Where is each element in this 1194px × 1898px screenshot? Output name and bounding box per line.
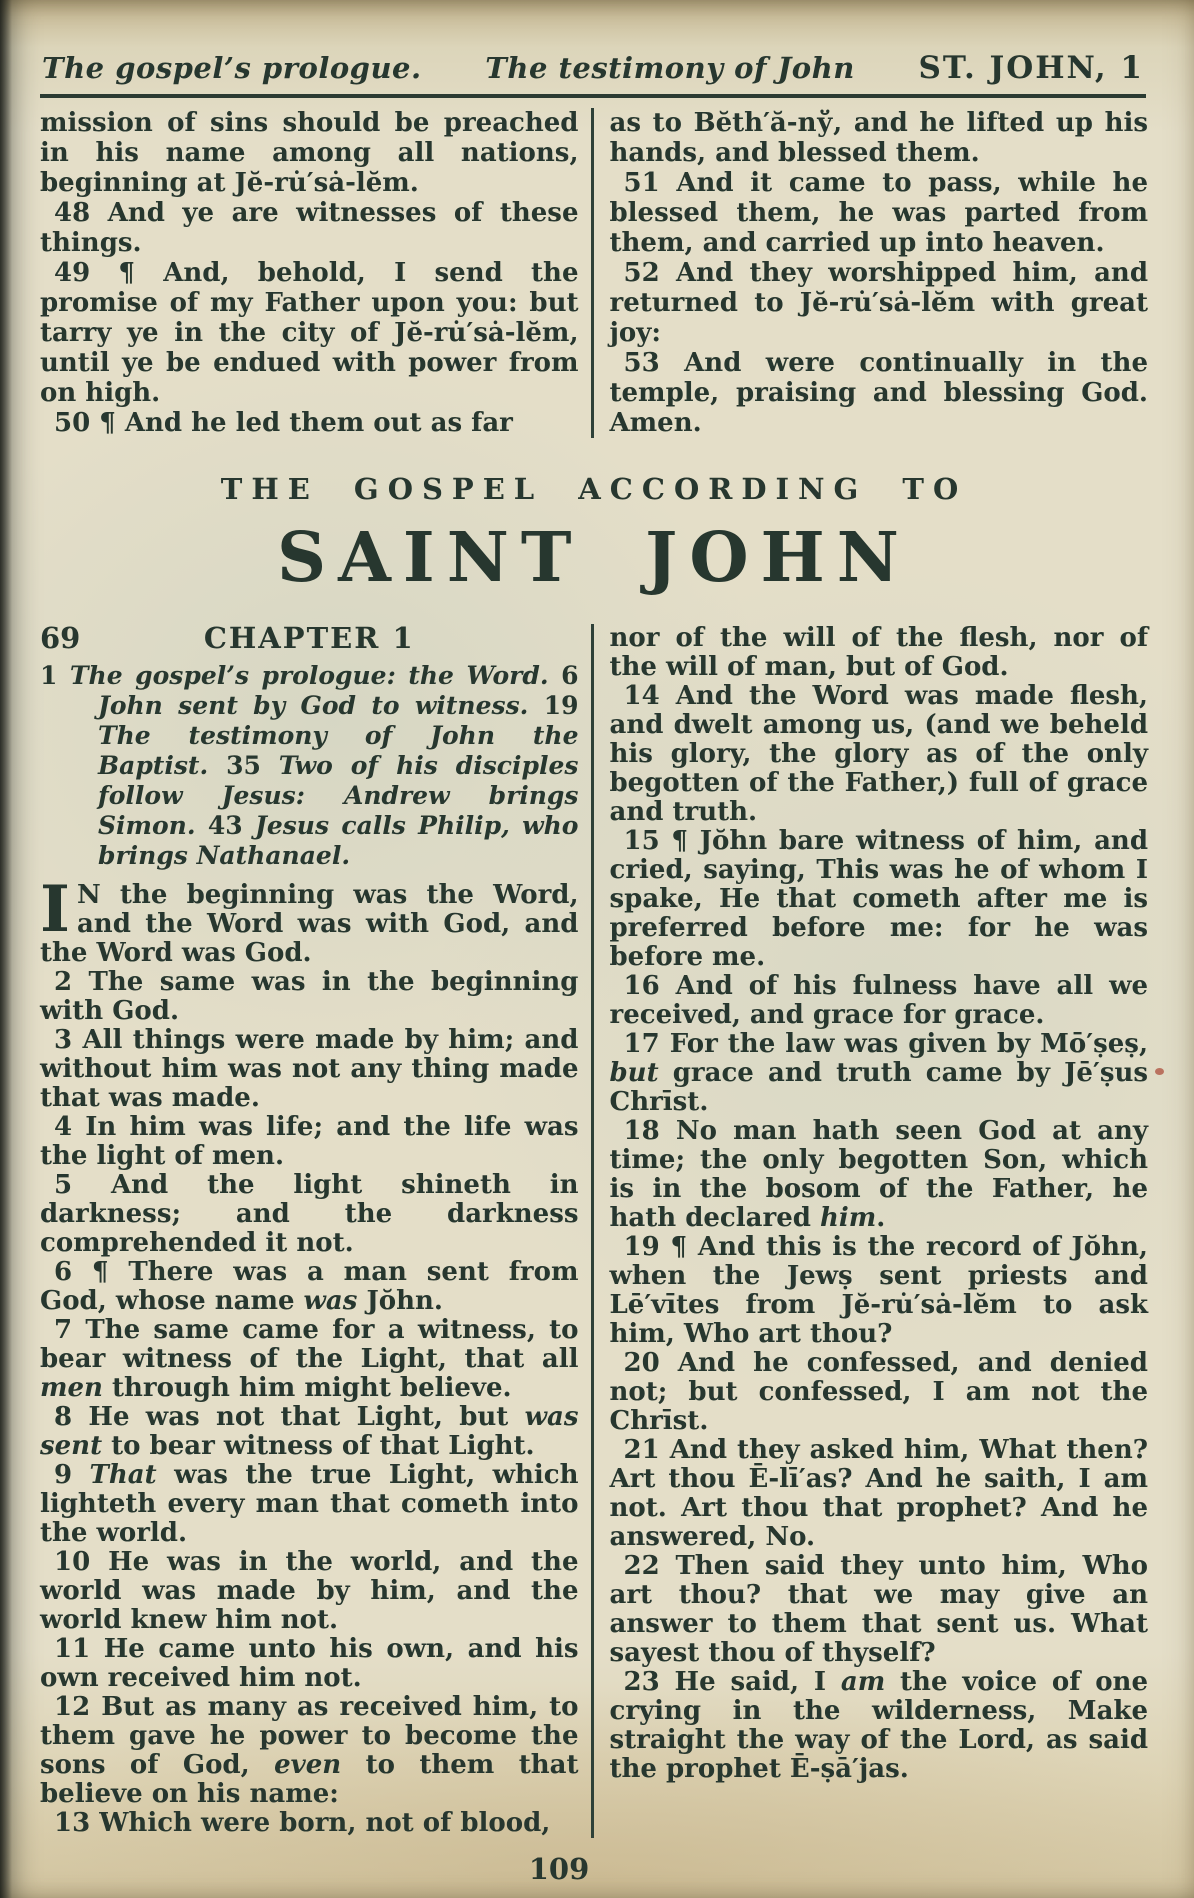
verse-paragraph: 23 He said, I am the voice of one crying in the wilderness, Make straight the way of the Lord, as said the prophet Ē-ṣā′jas. (609, 1667, 1148, 1784)
running-head-left: The gospel’s prologue. (42, 51, 422, 85)
verse-paragraph: 3 All things were made by him; and without him was not any thing made that was made. (40, 1025, 579, 1113)
running-header (40, 46, 1148, 94)
chapter-summary (40, 661, 579, 871)
verse-paragraph: 11 He came unto his own, and his own received him not. (40, 1634, 579, 1693)
running-head-book-reference: ST. JOHN, 1 (918, 50, 1144, 86)
verse-paragraph: 53 And were continually in the temple, praising and blessing God. Amen. (609, 348, 1148, 438)
verse-paragraph: 20 And he confessed, and denied not; but confessed, I am not the Chrīst. (609, 1348, 1148, 1436)
ink-speck (1155, 1068, 1164, 1075)
verse-text: N the beginning was the Word, and the Word was with God, and the Word was God. (40, 880, 579, 968)
verse-paragraph (40, 872, 579, 968)
verse-list (610, 168, 1149, 438)
verse-list (40, 968, 579, 1838)
book-title-kicker: THE GOSPEL ACCORDING TO (220, 472, 968, 506)
verse-paragraph: 13 Which were born, not of blood, (54, 1808, 551, 1838)
john-left-column (40, 621, 591, 1838)
chapter-heading: CHAPTER 1 (203, 621, 415, 655)
verse-paragraph: 12 But as many as received him, to them gave he power to become the sons of God, even to them that believe on his name: (40, 1692, 579, 1809)
verse-continuation: mission of sins should be preached in his name among all nations, beginning at Jĕ-ru̇′sȧ-lĕm. (40, 108, 579, 198)
verse-paragraph: 21 And they asked him, What then? Art thou Ē-lī′as? And he saith, I am not. Art thou that prophet? And he answered, No. (609, 1435, 1148, 1552)
luke-left-column (40, 108, 591, 438)
summary-verse-ref: 1 (40, 661, 58, 690)
verse-paragraph: 14 And the Word was made flesh, and dwelt among us, (and we beheld his glory, the glory as of the only begotten of the Father,) full of grace and truth. (609, 681, 1148, 827)
verse-paragraph: 48 And ye are witnesses of these things. (40, 198, 579, 258)
luke-ending-section (40, 98, 1148, 438)
verse-list (40, 198, 579, 438)
chapter-heading-row (40, 621, 579, 655)
verse-paragraph: 50 ¶ And he led them out as far (54, 408, 513, 438)
verse-paragraph: 9 That was the true Light, which lighteth every man that cometh into the world. (40, 1460, 579, 1548)
verse-paragraph: 7 The same came for a witness, to bear witness of the Light, that all men through him might believe. (40, 1315, 579, 1403)
verse-paragraph: 5 And the light shineth in darkness; and the darkness comprehended it not. (40, 1170, 579, 1258)
luke-right-column (594, 108, 1149, 438)
verse-paragraph: 10 He was in the world, and the world was made by him, and the world knew him not. (40, 1547, 579, 1635)
verse-paragraph: 2 The same was in the beginning with God. (40, 967, 579, 1026)
running-head-center: The testimony of John (485, 51, 855, 85)
page-number: 109 (528, 1852, 590, 1886)
verse-continuation: as to Bĕth′ă-nў, and he lifted up his hands, and blessed them. (609, 108, 1148, 168)
verse-paragraph: 15 ¶ Jŏhn bare witness of him, and cried, saying, This was he of whom I spake, He that cometh after me is preferred before me: for he was before me. (609, 826, 1148, 972)
verse-paragraph: 18 No man hath seen God at any time; the only begotten Son, which is in the bosom of the Father, he hath declared him. (609, 1116, 1148, 1233)
book-title-block (40, 472, 1148, 598)
verse-continuation: nor of the will of the flesh, nor of the will of man, but of God. (609, 623, 1148, 682)
section-margin-number: 69 (40, 621, 81, 655)
verse-paragraph: 49 ¶ And, behold, I send the promise of my Father upon you: but tarry ye in the city of Jĕ-ru̇′sȧ-lĕm, until ye be endued with power from on high. (40, 258, 579, 408)
verse-paragraph: 17 For the law was given by Mō′ṣeṣ, but grace and truth came by Jē′ṣus Chrīst. (609, 1029, 1148, 1117)
verse-paragraph: 51 And it came to pass, while he blessed them, he was parted from them, and carried up into heaven. (609, 168, 1148, 258)
summary-text: The gospel’s prologue: the Word. 6 John sent by God to witness. 19 The testimony of John the Baptist. 35 Two of his disciples follow Jesus: Andrew brings Simon. 43 Jesus calls Philip, who brings Nathanael. (69, 661, 579, 870)
verse-paragraph: 22 Then said they unto him, Who art thou? that we may give an answer to them that sent us. What sayest thou of thyself? (609, 1551, 1148, 1668)
verse-paragraph: 8 He was not that Light, but was sent to bear witness of that Light. (40, 1402, 579, 1461)
verse-list (610, 682, 1149, 1784)
john-right-column (594, 624, 1149, 1838)
verse-paragraph: 52 And they worshipped him, and returned to Jĕ-ru̇′sȧ-lĕm with great joy: (609, 258, 1148, 348)
verse-paragraph: 4 In him was life; and the life was the light of men. (40, 1112, 579, 1171)
verse-paragraph: 19 ¶ And this is the record of Jŏhn, when the Jewṣ sent priests and Lē′vītes from Jĕ-ru̇′sȧ-lĕm to ask him, Who art thou? (609, 1232, 1148, 1349)
book-title: SAINT JOHN (277, 518, 911, 598)
john-chapter-section (40, 621, 1148, 1838)
drop-cap: I (40, 872, 70, 947)
verse-paragraph: 16 And of his fulness have all we received, and grace for grace. (609, 971, 1148, 1030)
verse-paragraph: 6 ¶ There was a man sent from God, whose name was Jŏhn. (40, 1257, 579, 1316)
